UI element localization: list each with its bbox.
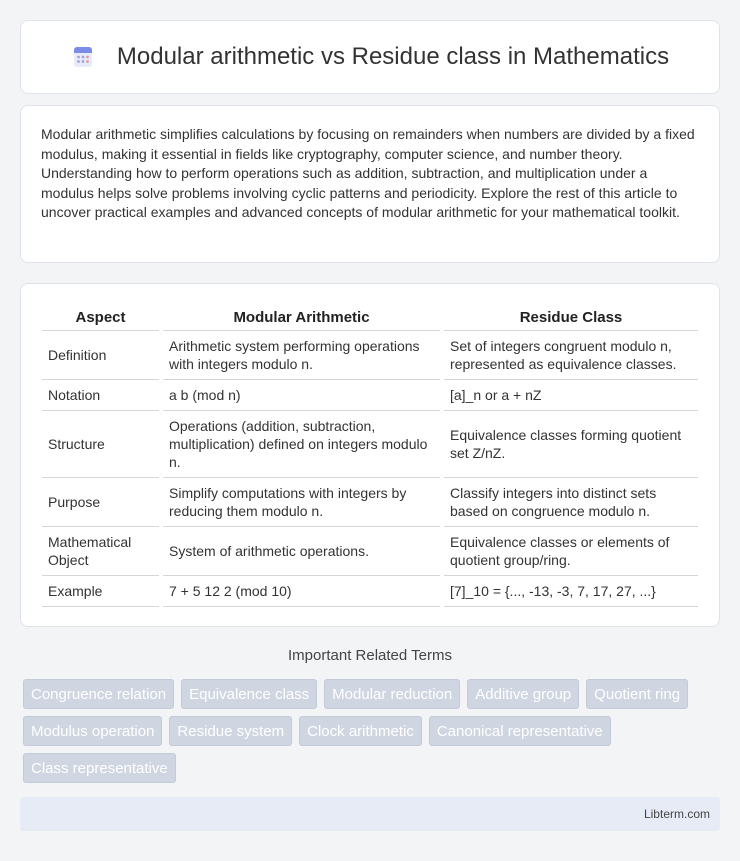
comparison-card	[20, 283, 720, 627]
related-term-tag[interactable]: Residue system	[169, 716, 292, 746]
table-cell: Classify integers into distinct sets based on congruence modulo n.	[442, 477, 698, 526]
header-card	[20, 20, 720, 94]
table-cell: Structure	[42, 410, 161, 477]
table-row	[42, 477, 698, 526]
footer-bar	[20, 797, 720, 831]
comparison-table	[42, 304, 698, 607]
column-header-modular-arithmetic: Modular Arithmetic	[161, 304, 442, 330]
table-row	[42, 526, 698, 575]
intro-card	[20, 105, 720, 263]
page-title: Modular arithmetic vs Residue class in Mathematics	[116, 43, 670, 70]
table-cell: Notation	[42, 379, 161, 410]
related-term-tag[interactable]: Additive group	[467, 679, 579, 709]
table-cell: System of arithmetic operations.	[161, 526, 442, 575]
table-cell: Example	[42, 575, 161, 606]
related-term-tag[interactable]: Modular reduction	[324, 679, 460, 709]
table-cell: Equivalence classes or elements of quotient group/ring.	[442, 526, 698, 575]
intro-paragraph: Modular arithmetic simplifies calculations by focusing on remainders when numbers are divided by a fixed modulus, making it essential in fields like cryptography, computer science, and number theory. Understanding how to perform operations such as addition, subtraction, and multiplication under a modulus helps solve problems involving cyclic patterns and periodicity. Explore the rest of this article to uncover practical examples and advanced concepts of modular arithmetic for your mathematical toolkit.	[41, 126, 695, 221]
table-cell: Arithmetic system performing operations with integers modulo n.	[161, 330, 442, 379]
related-terms-list	[23, 679, 723, 790]
related-term-tag[interactable]: Class representative	[23, 753, 176, 783]
related-terms-heading: Important Related Terms	[288, 647, 452, 664]
table-cell: Equivalence classes forming quotient set Z/nZ.	[442, 410, 698, 477]
table-cell: 7 + 5 12 2 (mod 10)	[161, 575, 442, 606]
table-cell: [7]_10 = {..., -13, -3, 7, 17, 27, ...}	[442, 575, 698, 606]
column-header-aspect: Aspect	[42, 304, 161, 330]
related-term-tag[interactable]: Equivalence class	[181, 679, 317, 709]
table-cell: Definition	[42, 330, 161, 379]
table-row	[42, 410, 698, 477]
table-row	[42, 330, 698, 379]
table-cell: Set of integers congruent modulo n, represented as equivalence classes.	[442, 330, 698, 379]
related-term-tag[interactable]: Congruence relation	[23, 679, 174, 709]
related-term-tag[interactable]: Modulus operation	[23, 716, 162, 746]
table-cell: a b (mod n)	[161, 379, 442, 410]
footer-site-link[interactable]: Libterm.com	[643, 807, 710, 821]
table-row	[42, 575, 698, 606]
related-term-tag[interactable]: Canonical representative	[429, 716, 611, 746]
related-term-tag[interactable]: Quotient ring	[586, 679, 688, 709]
related-term-tag[interactable]: Clock arithmetic	[299, 716, 422, 746]
calculator-icon	[71, 45, 95, 69]
table-cell: Simplify computations with integers by reducing them modulo n.	[161, 477, 442, 526]
table-row	[42, 379, 698, 410]
column-header-residue-class: Residue Class	[442, 304, 698, 330]
table-cell: Purpose	[42, 477, 161, 526]
table-cell: [a]_n or a + nZ	[442, 379, 698, 410]
table-cell: Operations (addition, subtraction, multiplication) defined on integers modulo n.	[161, 410, 442, 477]
table-header-row	[42, 304, 698, 330]
table-cell: Mathematical Object	[42, 526, 161, 575]
